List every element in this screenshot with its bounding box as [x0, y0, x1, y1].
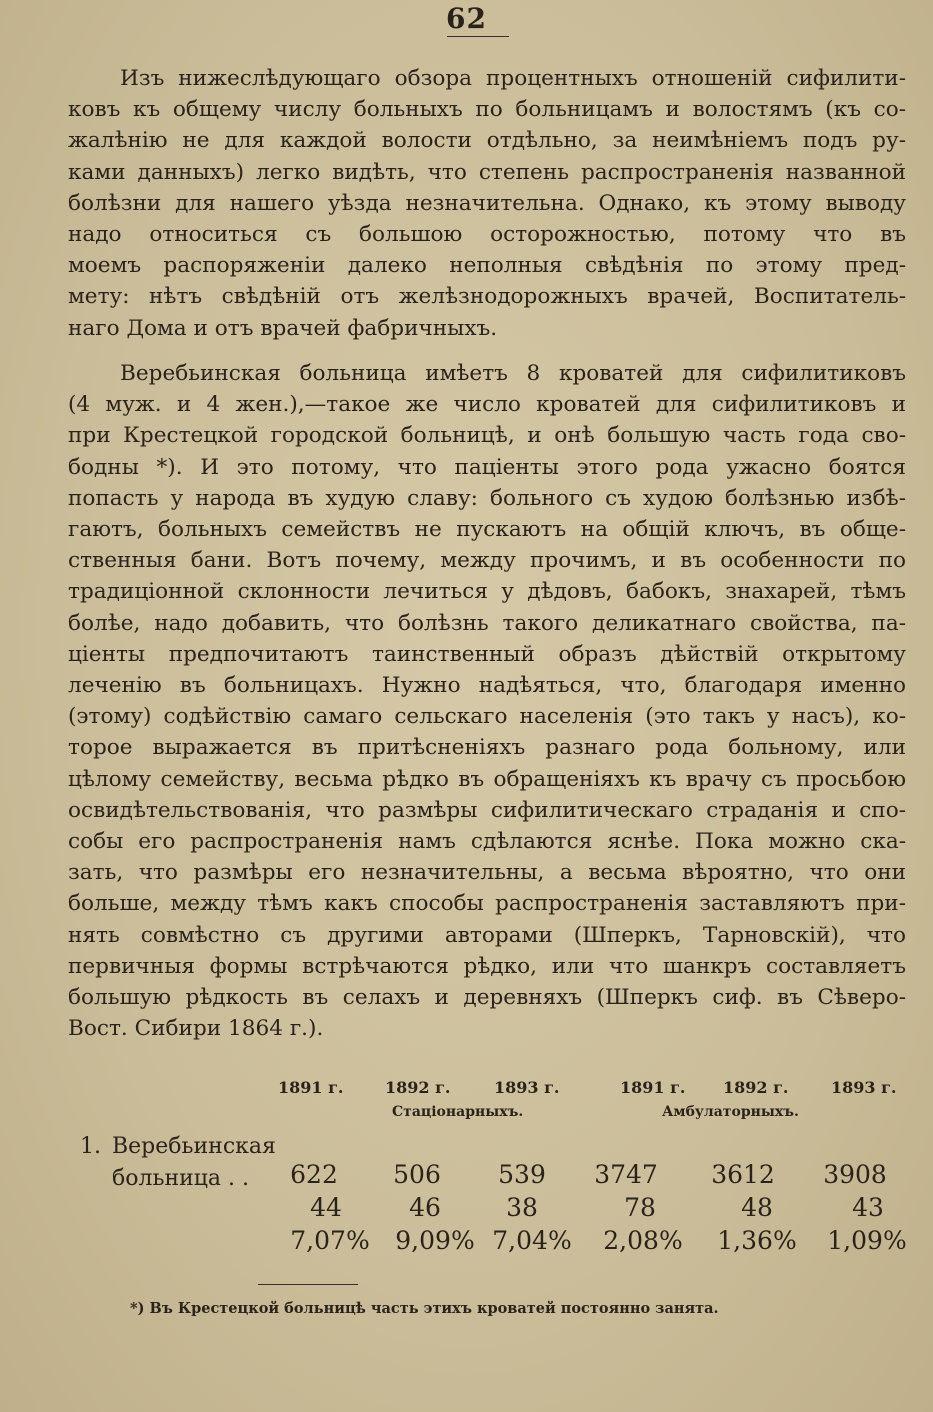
year-header-stationary-1891: 1891 г.	[278, 1078, 344, 1097]
paragraph2-line: Вост. Сибири 1864 г.).	[68, 1016, 324, 1042]
group-label-ambulatory: Амбулаторныхъ.	[662, 1104, 799, 1120]
cell-r1-c4: 3747	[594, 1160, 658, 1189]
paragraph2-line: ственныя бани. Вотъ почему, между прочимъ, и въ особенности по	[68, 548, 906, 574]
paragraph2-line: (4 муж. и 4 жен.),—такое же число кроватей для сифилитиковъ и	[68, 392, 906, 418]
row-number: 1.	[80, 1134, 101, 1159]
row-label-line2: больница . .	[112, 1166, 250, 1191]
paragraph2-line: цiенты предпочитаютъ таинственный образъ дѣйствiй открытому	[68, 641, 906, 667]
year-header-stationary-1893: 1893 г.	[494, 1078, 560, 1097]
cell-r3-c1: 7,07%	[290, 1226, 370, 1255]
cell-r3-c3: 7,04%	[492, 1226, 572, 1255]
paragraph2-line: бодны *). И это потому, что пацiенты этого рода ужасно боятся	[68, 454, 906, 480]
row-label-line1: Веребьинская	[112, 1134, 276, 1159]
cell-r1-c5: 3612	[711, 1160, 775, 1189]
year-header-ambulatory-1892: 1892 г.	[723, 1078, 789, 1097]
cell-r2-c2: 46	[409, 1193, 441, 1222]
paragraph2-line: собы его распространенiя намъ сдѣлаются яснѣе. Пока можно ска-	[68, 829, 906, 855]
cell-r2-c6: 43	[852, 1193, 884, 1222]
paragraph-2	[68, 358, 906, 1044]
paragraph2-line: первичныя формы встрѣчаются рѣдко, или что шанкръ составляетъ	[68, 953, 906, 979]
cell-r2-c4: 78	[624, 1193, 656, 1222]
paragraph2-line: гаютъ, больныхъ семействъ не пускаютъ на общiй ключъ, въ обще-	[68, 517, 906, 543]
cell-r3-c5: 1,36%	[717, 1226, 797, 1255]
paragraph2-line: больше, между тѣмъ какъ способы распространенiя заставляютъ при-	[68, 891, 906, 917]
paragraph1-line: надо относиться съ большою осторожностью, потому что въ	[68, 222, 906, 248]
paragraph2-line: традицiонной склонности лечиться у дѣдовъ, бабокъ, знахарей, тѣмъ	[68, 579, 906, 605]
cell-r3-c2: 9,09%	[395, 1226, 475, 1255]
paragraph2-line: (этому) содѣйствiю самаго сельскаго населенiя (это такъ у насъ), ко-	[68, 704, 906, 730]
paragraph1-line: мету: нѣтъ свѣдѣнiй отъ желѣзнодорожныхъ врачей, Воспитатель-	[68, 284, 906, 310]
paragraph2-line: попасть у народа въ худую славу: больного съ худою болѣзнью избѣ-	[68, 485, 906, 511]
cell-r2-c3: 38	[506, 1193, 538, 1222]
year-header-ambulatory-1893: 1893 г.	[831, 1078, 897, 1097]
paragraph2-line: торое выражается въ притѣсненiяхъ разнаго рода больному, или	[68, 735, 906, 761]
year-header-stationary-1892: 1892 г.	[385, 1078, 451, 1097]
paragraph2-line: освидѣтельствованiя, что размѣры сифилитическаго страданiя и спо-	[68, 797, 906, 823]
paragraph-1	[68, 63, 906, 344]
paragraph2-line: зать, что размѣры его незначительны, а весьма вѣроятно, что они	[68, 860, 906, 886]
paragraph1-line: наго Дома и отъ врачей фабричныхъ.	[68, 315, 498, 341]
paragraph1-line: жалѣнiю не для каждой волости отдѣльно, за неимѣнiемъ подъ ру-	[68, 128, 906, 154]
cell-r1-c2: 506	[393, 1160, 441, 1189]
paragraph1-line: моемъ распоряженiи далеко неполныя свѣдѣнiя по этому пред-	[68, 253, 906, 279]
paragraph2-line: при Крестецкой городской больницѣ, и онѣ большую часть года сво-	[68, 423, 906, 449]
paragraph2-line: нять совмѣстно съ другими авторами (Шперкъ, Тарновскiй), что	[68, 922, 906, 948]
cell-r3-c6: 1,09%	[827, 1226, 907, 1255]
paragraph1-line: Изъ нижеслѣдующаго обзора процентныхъ отношенiй сифилити-	[120, 66, 906, 91]
cell-r1-c3: 539	[498, 1160, 546, 1189]
cell-r3-c4: 2,08%	[603, 1226, 683, 1255]
footnote: *) Въ Крестецкой больницѣ часть этихъ кроватей постоянно занята.	[130, 1300, 719, 1317]
cell-r1-c6: 3908	[823, 1160, 887, 1189]
page-number: 62	[446, 2, 487, 35]
year-header-ambulatory-1891: 1891 г.	[620, 1078, 686, 1097]
footnote-rule	[258, 1284, 358, 1285]
paragraph1-line: ковъ къ общему числу больныхъ по больницамъ и волостямъ (къ со-	[68, 97, 906, 123]
paragraph2-line: леченiю въ больницахъ. Нужно надѣяться, что, благодаря именно	[68, 673, 906, 699]
paragraph1-line: болѣзни для нашего уѣзда незначительна. Однако, къ этому выводу	[68, 190, 906, 216]
paragraph2-line: цѣлому семейству, весьма рѣдко въ обращенiяхъ къ врачу съ просьбою	[68, 766, 906, 792]
page-number-rule	[447, 36, 509, 37]
paragraph2-line: болѣе, надо добавить, что болѣзнь такого деликатнаго свойства, па-	[68, 610, 906, 636]
paragraph1-line: ками данныхъ) легко видѣть, что степень распространенiя названной	[68, 159, 906, 185]
group-label-stationary: Стацiонарныхъ.	[392, 1104, 524, 1120]
paragraph2-line: Веребьинская больница имѣетъ 8 кроватей для сифилитиковъ	[120, 361, 906, 386]
paragraph2-line: большую рѣдкость въ селахъ и деревняхъ (Шперкъ сиф. въ Сѣверо-	[68, 985, 906, 1011]
cell-r1-c1: 622	[290, 1160, 338, 1189]
cell-r2-c1: 44	[310, 1193, 342, 1222]
cell-r2-c5: 48	[741, 1193, 773, 1222]
